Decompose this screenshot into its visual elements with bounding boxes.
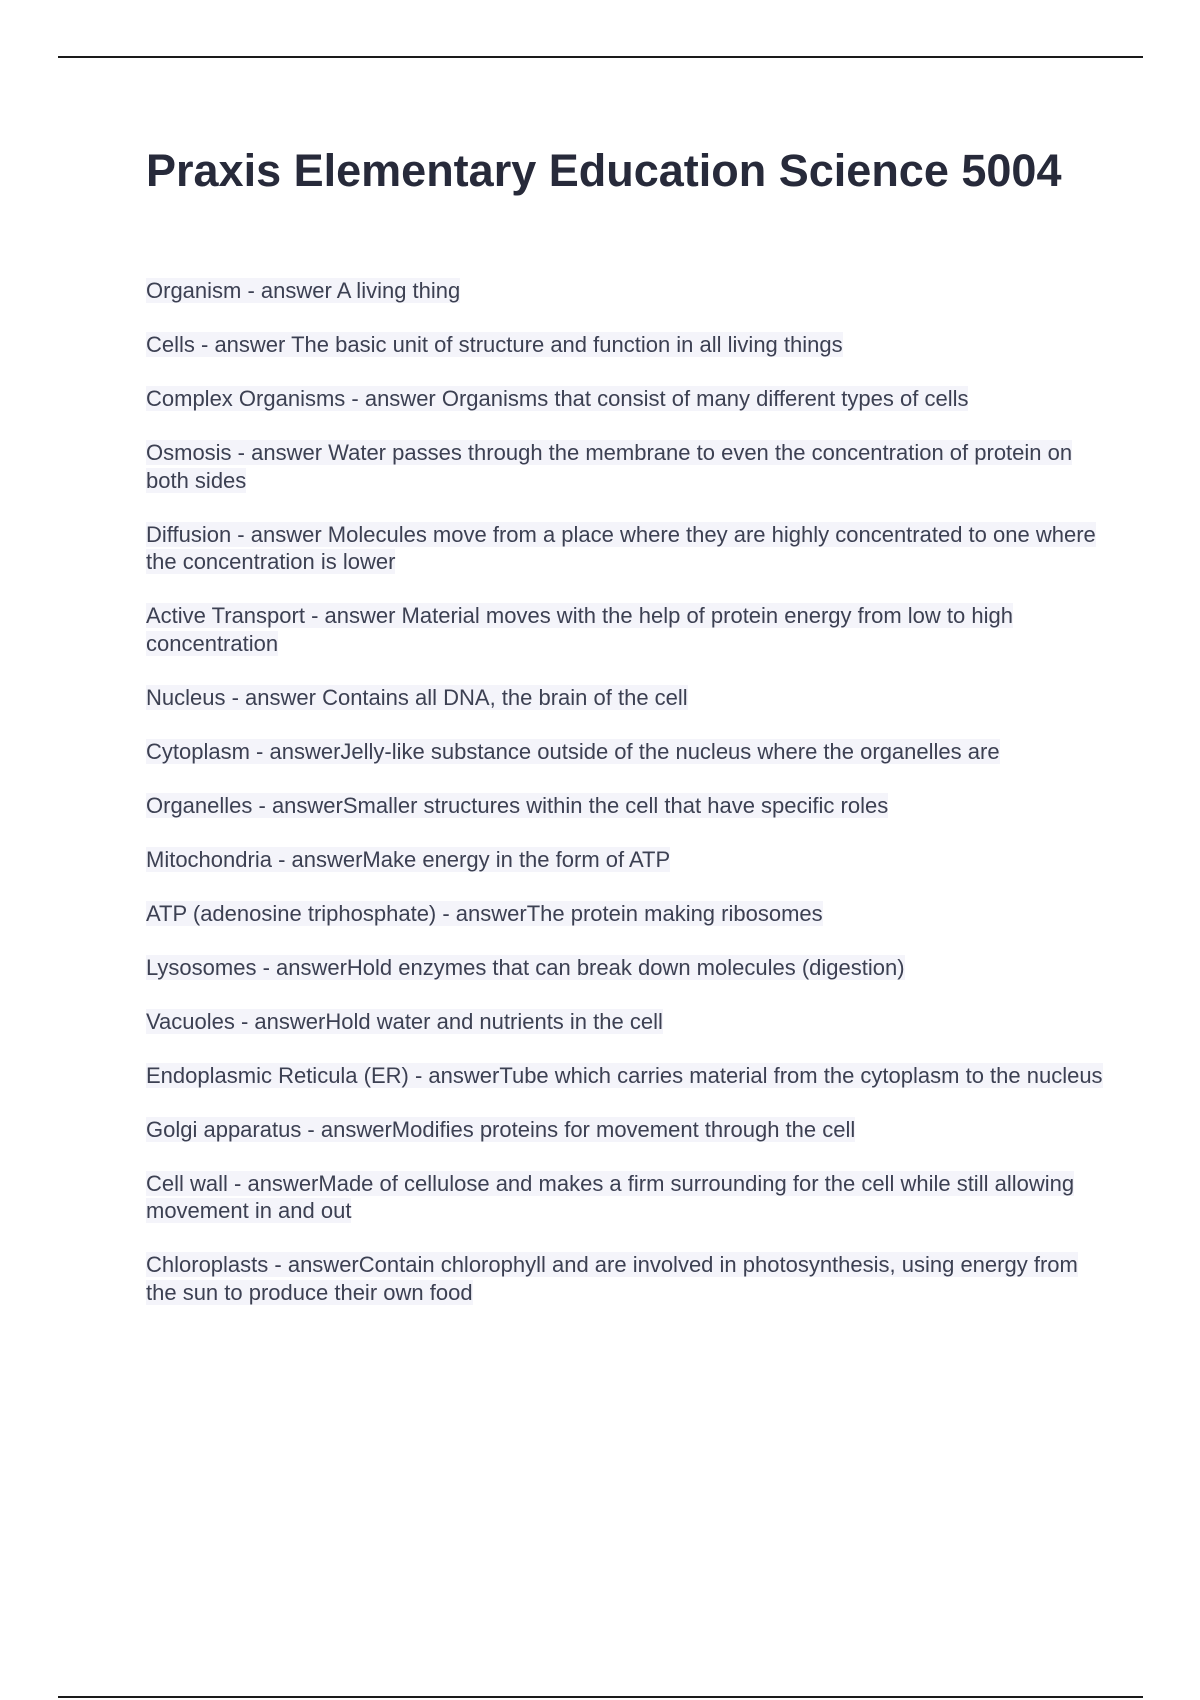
flashcard-entry-endoplasmic-reticula: Endoplasmic Reticula (ER) - answerTube which carries material from the cytoplasm to the nucleus bbox=[146, 1062, 1103, 1088]
flashcard-entry-organism: Organism - answer A living thing bbox=[146, 278, 461, 303]
flashcard-entry-atp: ATP (adenosine triphosphate) - answerThe protein making ribosomes bbox=[146, 900, 823, 926]
flashcard-entry-cytoplasm: Cytoplasm - answerJelly-like substance outside of the nucleus where the organelles are bbox=[146, 738, 1000, 764]
document-title: Praxis Elementary Education Science 5004 bbox=[146, 145, 1062, 196]
flashcard-entry-nucleus: Nucleus - answer Contains all DNA, the brain of the cell bbox=[146, 684, 688, 710]
document-body bbox=[146, 142, 1106, 1333]
flashcard-entry-vacuoles: Vacuoles - answerHold water and nutrients in the cell bbox=[146, 1008, 663, 1034]
flashcard-entry-organelles: Organelles - answerSmaller structures within the cell that have specific roles bbox=[146, 792, 889, 818]
flashcard-entry-complex-organisms: Complex Organisms - answer Organisms that consist of many different types of cells bbox=[146, 386, 969, 411]
flashcard-entry-mitochondria: Mitochondria - answerMake energy in the form of ATP bbox=[146, 846, 671, 872]
flashcard-entry-active-transport: Active Transport - answer Material moves with the help of protein energy from low to high concentration bbox=[146, 603, 1013, 656]
flashcard-entry-cell-wall: Cell wall - answerMade of cellulose and makes a firm surrounding for the cell while still allowing movement in and out bbox=[146, 1170, 1075, 1223]
flashcard-entry-cells: Cells - answer The basic unit of structure and function in all living things bbox=[146, 332, 843, 357]
top-rule bbox=[58, 56, 1143, 58]
bottom-rule bbox=[58, 1696, 1143, 1698]
flashcard-entry-osmosis: Osmosis - answer Water passes through the membrane to even the concentration of protein on both sides bbox=[146, 440, 1073, 493]
flashcard-list bbox=[146, 277, 1106, 1306]
flashcard-entry-lysosomes: Lysosomes - answerHold enzymes that can break down molecules (digestion) bbox=[146, 954, 905, 980]
flashcard-entry-chloroplasts: Chloroplasts - answerContain chlorophyll and are involved in photosynthesis, using energy from the sun to produce their own food bbox=[146, 1252, 1078, 1305]
flashcard-entry-golgi-apparatus: Golgi apparatus - answerModifies proteins for movement through the cell bbox=[146, 1116, 856, 1142]
flashcard-entry-diffusion: Diffusion - answer Molecules move from a place where they are highly concentrated to one where the concentration is lower bbox=[146, 521, 1096, 574]
